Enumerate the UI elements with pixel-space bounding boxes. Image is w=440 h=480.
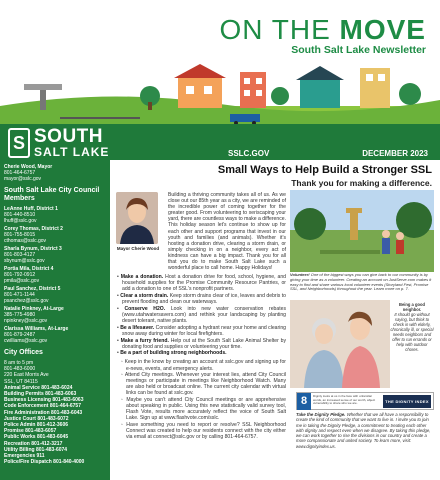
dignity-index-logo: THE DIGNITY INDEX bbox=[383, 395, 431, 408]
council-member-email[interactable]: pmila@sslc.gov bbox=[4, 278, 40, 284]
offices-heading: City Offices bbox=[4, 349, 43, 356]
council-member-phone: 801-471-1144 bbox=[4, 292, 35, 298]
council-member-email[interactable]: psanchez@sslc.gov bbox=[4, 298, 49, 304]
mayor-photo-caption: Mayor Cherie Wood bbox=[116, 246, 160, 251]
office-line: Police Admin 801-412-3606 bbox=[4, 422, 69, 429]
council-member-name: Clarissa Williams, At-Large bbox=[4, 326, 69, 332]
city-illustration bbox=[0, 58, 440, 125]
council-member-name: LeAnne Huff, District 1 bbox=[4, 206, 58, 212]
sub-tip-text: Attend City meetings. Whenever your interest lies, attend City Council meetings or participate in meetings like Neighborhood Watch. Many are also held or broadcast online. The current city calendar with virtual links can be found at sslc.gov. bbox=[124, 372, 286, 397]
main-article bbox=[112, 160, 440, 480]
bullet-icon: • bbox=[117, 350, 121, 357]
tip-text: Help out at the South Salt Lake Animal Shelter by donating food and supplies or volunteering your time. bbox=[122, 337, 287, 350]
tip-lead: Make a donation. bbox=[120, 274, 164, 281]
mayor-name: Cherie Wood, Mayor bbox=[4, 164, 53, 170]
mayor-contact bbox=[4, 164, 106, 182]
masthead-title: ON THE MOVE bbox=[219, 14, 426, 45]
circle-bullet-icon: ◦ bbox=[121, 422, 127, 429]
sub-tip-text: Maybe you can't attend City Council meetings or are apprehensive about speaking in public. Using this new statistically valid survey tool, Flash Vote, results more accurately reflect the voice of South Salt Lake. Sign up at www.flashvote.com/sslc. bbox=[126, 397, 286, 422]
council-member-email[interactable]: npinkney@sslc.gov bbox=[4, 318, 48, 324]
sub-tip-item bbox=[121, 359, 286, 372]
tip-item bbox=[117, 293, 287, 306]
masthead bbox=[0, 0, 440, 125]
council-list bbox=[4, 206, 106, 344]
neighborhood-sub-list bbox=[116, 359, 286, 440]
council-member-phone: 801-792-0912 bbox=[4, 272, 36, 278]
volunteer-photo bbox=[290, 190, 434, 272]
council-member-email[interactable]: cwilliams@sslc.gov bbox=[4, 338, 48, 344]
council-heading: South Salt Lake City Council Members bbox=[4, 187, 100, 202]
office-list bbox=[4, 360, 106, 465]
office-line: Code Enforcement 801-464-6757 bbox=[4, 403, 81, 410]
tip-text: Consider adopting a hydrant near your home and clearing snow away during winter for local firefighters. bbox=[122, 324, 287, 337]
circle-bullet-icon: ◦ bbox=[121, 397, 127, 404]
council-member-email[interactable]: lhuff@sslc.gov bbox=[4, 218, 37, 224]
bullet-icon: • bbox=[117, 337, 121, 344]
council-member bbox=[4, 326, 106, 344]
logo-line-2: SALT LAKE bbox=[34, 145, 110, 159]
council-member-name: Paul Sanchez, District 5 bbox=[4, 286, 61, 292]
article-body bbox=[116, 192, 286, 441]
tip-item bbox=[117, 350, 286, 357]
council-member-name: Sharla Bynum, District 3 bbox=[4, 246, 62, 252]
dignity-score-text: Dignity looks at us in the face with unfamiliar words, an increased sense of our worth, abject vulnerability to share who we are. bbox=[313, 394, 376, 406]
issue-bar bbox=[128, 148, 440, 160]
tip-item bbox=[117, 324, 287, 337]
neighbor-caption: Being a good neighbor. It should go without saying, but think to check in with elderly, chronically ill, or special needs neighbors and offer to run errands or help with outdoor chores. bbox=[390, 302, 434, 352]
office-line: Fire Administration 801-483-6043 bbox=[4, 409, 83, 416]
issue-date: DECEMBER 2023 bbox=[362, 149, 428, 158]
city-logo bbox=[8, 128, 123, 160]
tip-text: Host a donation drive for food, school, hygiene, and household supplies for the Promise Community Resource Pantries, or add a donation to one of SSL's nonprofit partners. bbox=[122, 274, 286, 293]
circle-bullet-icon: ◦ bbox=[121, 359, 125, 366]
council-member-phone: 385-775-4980 bbox=[4, 312, 36, 318]
council-member bbox=[4, 246, 106, 264]
office-line: Public Works 801-483-6045 bbox=[4, 434, 69, 441]
sub-tip-item bbox=[121, 372, 286, 397]
bullet-icon: • bbox=[117, 305, 125, 312]
office-line: Emergencies 911 bbox=[4, 453, 45, 460]
tip-lead: Conserve H2O. bbox=[124, 305, 166, 312]
office-line: Utility Billing 801-483-6074 bbox=[4, 446, 68, 453]
office-line: Business Licensing 801-483-6063 bbox=[4, 397, 84, 404]
neighbor-photo bbox=[290, 300, 390, 388]
council-member-phone: 801-803-4127 bbox=[4, 252, 36, 258]
office-line: SSL, UT 84115 bbox=[4, 378, 38, 385]
mayor-phone: 801-464-6757 bbox=[4, 170, 36, 176]
dignity-index-box bbox=[296, 392, 434, 410]
office-line: 220 East Morris Ave bbox=[4, 372, 49, 379]
council-member bbox=[4, 266, 106, 284]
office-line: Justice Court 801-483-6072 bbox=[4, 415, 69, 422]
council-member bbox=[4, 226, 106, 244]
tip-lead: Be a lifesaver. bbox=[120, 324, 155, 331]
council-member-phone: 801-755-8015 bbox=[4, 232, 36, 238]
bullet-icon: • bbox=[117, 274, 121, 281]
council-member-email[interactable]: sbynum@sslc.gov bbox=[4, 258, 45, 264]
contact-sidebar bbox=[0, 160, 110, 480]
council-member bbox=[4, 286, 106, 304]
mayor-email[interactable]: mayor@sslc.gov bbox=[4, 176, 42, 182]
tip-text: Keep storm drains clear of ice, leaves and debris to prevent flooding and clean our waterways. bbox=[122, 293, 287, 306]
article-subhead: Thank you for making a difference. bbox=[291, 178, 432, 188]
council-member-name: Natalie Pinkney, At-Large bbox=[4, 306, 64, 312]
dignity-pledge: Take the Dignity Pledge. Whether that we all have a responsibility to create the kind of community that we want to live in. I invite you to join me in taking the Dignity Pledge, a commitment to treating each other with dignity and respect even when we disagree. By taking this pledge, we can work together to rise the divisions in our country and create a more compassionate and united society. To learn more, visit: www.dignityindex.us. bbox=[296, 412, 431, 449]
council-member bbox=[4, 206, 106, 224]
bullet-icon: • bbox=[117, 293, 121, 300]
volunteer-caption: Volunteer! One of the biggest ways you can give back to our community is by giving your time as a volunteer. Creating an account on JustServe.com makes it easy to find and share various local volunteer events (Storyland Fest, Promise SSL, and Neighborhoods) throughout the year. Learn more on p. 7. bbox=[290, 272, 432, 292]
circle-bullet-icon: ◦ bbox=[121, 372, 125, 379]
dignity-score: 8 bbox=[297, 393, 311, 410]
council-member-email[interactable]: cthomas@sslc.gov bbox=[4, 238, 47, 244]
tip-lead: Make a furry friend. bbox=[120, 337, 169, 344]
office-line: Police/Fire Dispatch 801-840-4000 bbox=[4, 459, 85, 466]
logo-line-1: SOUTH bbox=[34, 126, 103, 147]
logo-mark-icon: S bbox=[8, 128, 30, 158]
sub-tip-item bbox=[121, 422, 286, 441]
tip-item bbox=[117, 337, 287, 350]
tip-lead: Clear a storm drain. bbox=[120, 293, 169, 300]
bullet-icon: • bbox=[117, 324, 121, 331]
masthead-subtitle: South Salt Lake Newsletter bbox=[291, 44, 426, 56]
tip-text: Look into new water conservation rebates (www.utahwatersavers.com) and rethink your landscaping by planting desert tolerant, native plants. bbox=[122, 305, 286, 325]
sub-tip-item bbox=[121, 397, 286, 422]
council-member-name: Corey Thomas, District 2 bbox=[4, 226, 63, 232]
tip-lead: Be a part of building strong neighborhoods. bbox=[120, 350, 227, 357]
office-line: Recreation 801-412-3217 bbox=[4, 440, 63, 447]
office-line: Animal Service 801-483-6024 bbox=[4, 384, 73, 391]
website-link[interactable]: SSLC.GOV bbox=[228, 149, 270, 158]
tip-item bbox=[117, 305, 286, 325]
sub-tip-text: Keep in the know by creating an account at sslc.gov and signing up for e-news, events, and emergency alerts. bbox=[124, 359, 286, 372]
office-line: 801-483-6000 bbox=[4, 366, 36, 373]
council-member-phone: 801-879-2487 bbox=[4, 332, 36, 338]
tip-item bbox=[117, 274, 286, 293]
council-member bbox=[4, 306, 106, 324]
article-headline: Small Ways to Help Build a Stronger SSL bbox=[217, 164, 432, 176]
tips-list bbox=[116, 274, 286, 356]
article-intro: Building a thriving community takes all of us. As we close out our 85th year as a city, we are reminded of the incredible power of coming together for the greater good. From volunteering to xeriscaping your yard, there are countless ways to make a difference. This holiday season let's continue to show up for each other and support programs that invest in our youth and families (and animals). Whether it's hosting a donation drive, clearing a storm drain, or simply checking in on a neighbor, every act of kindness can have a big impact. Thank you for all that you do to make South Salt Lake such a wonderful place to call home. Happy Holidays! bbox=[168, 192, 286, 272]
office-line: 8 am to 5 pm bbox=[4, 360, 34, 366]
council-member-name: Portia Mila, District 4 bbox=[4, 266, 54, 272]
sub-tip-text: Have something you need to report or resolve? SSL Neighborhood Connect was created to help our residents connect with the city either via email at connect@sslc.gov or by calling 801-464-6757. bbox=[126, 422, 286, 441]
council-member-phone: 801-440-8510 bbox=[4, 212, 36, 218]
office-line: Promise 801-483-6057 bbox=[4, 428, 57, 435]
office-line: Building Permits 801-483-6063 bbox=[4, 391, 77, 398]
